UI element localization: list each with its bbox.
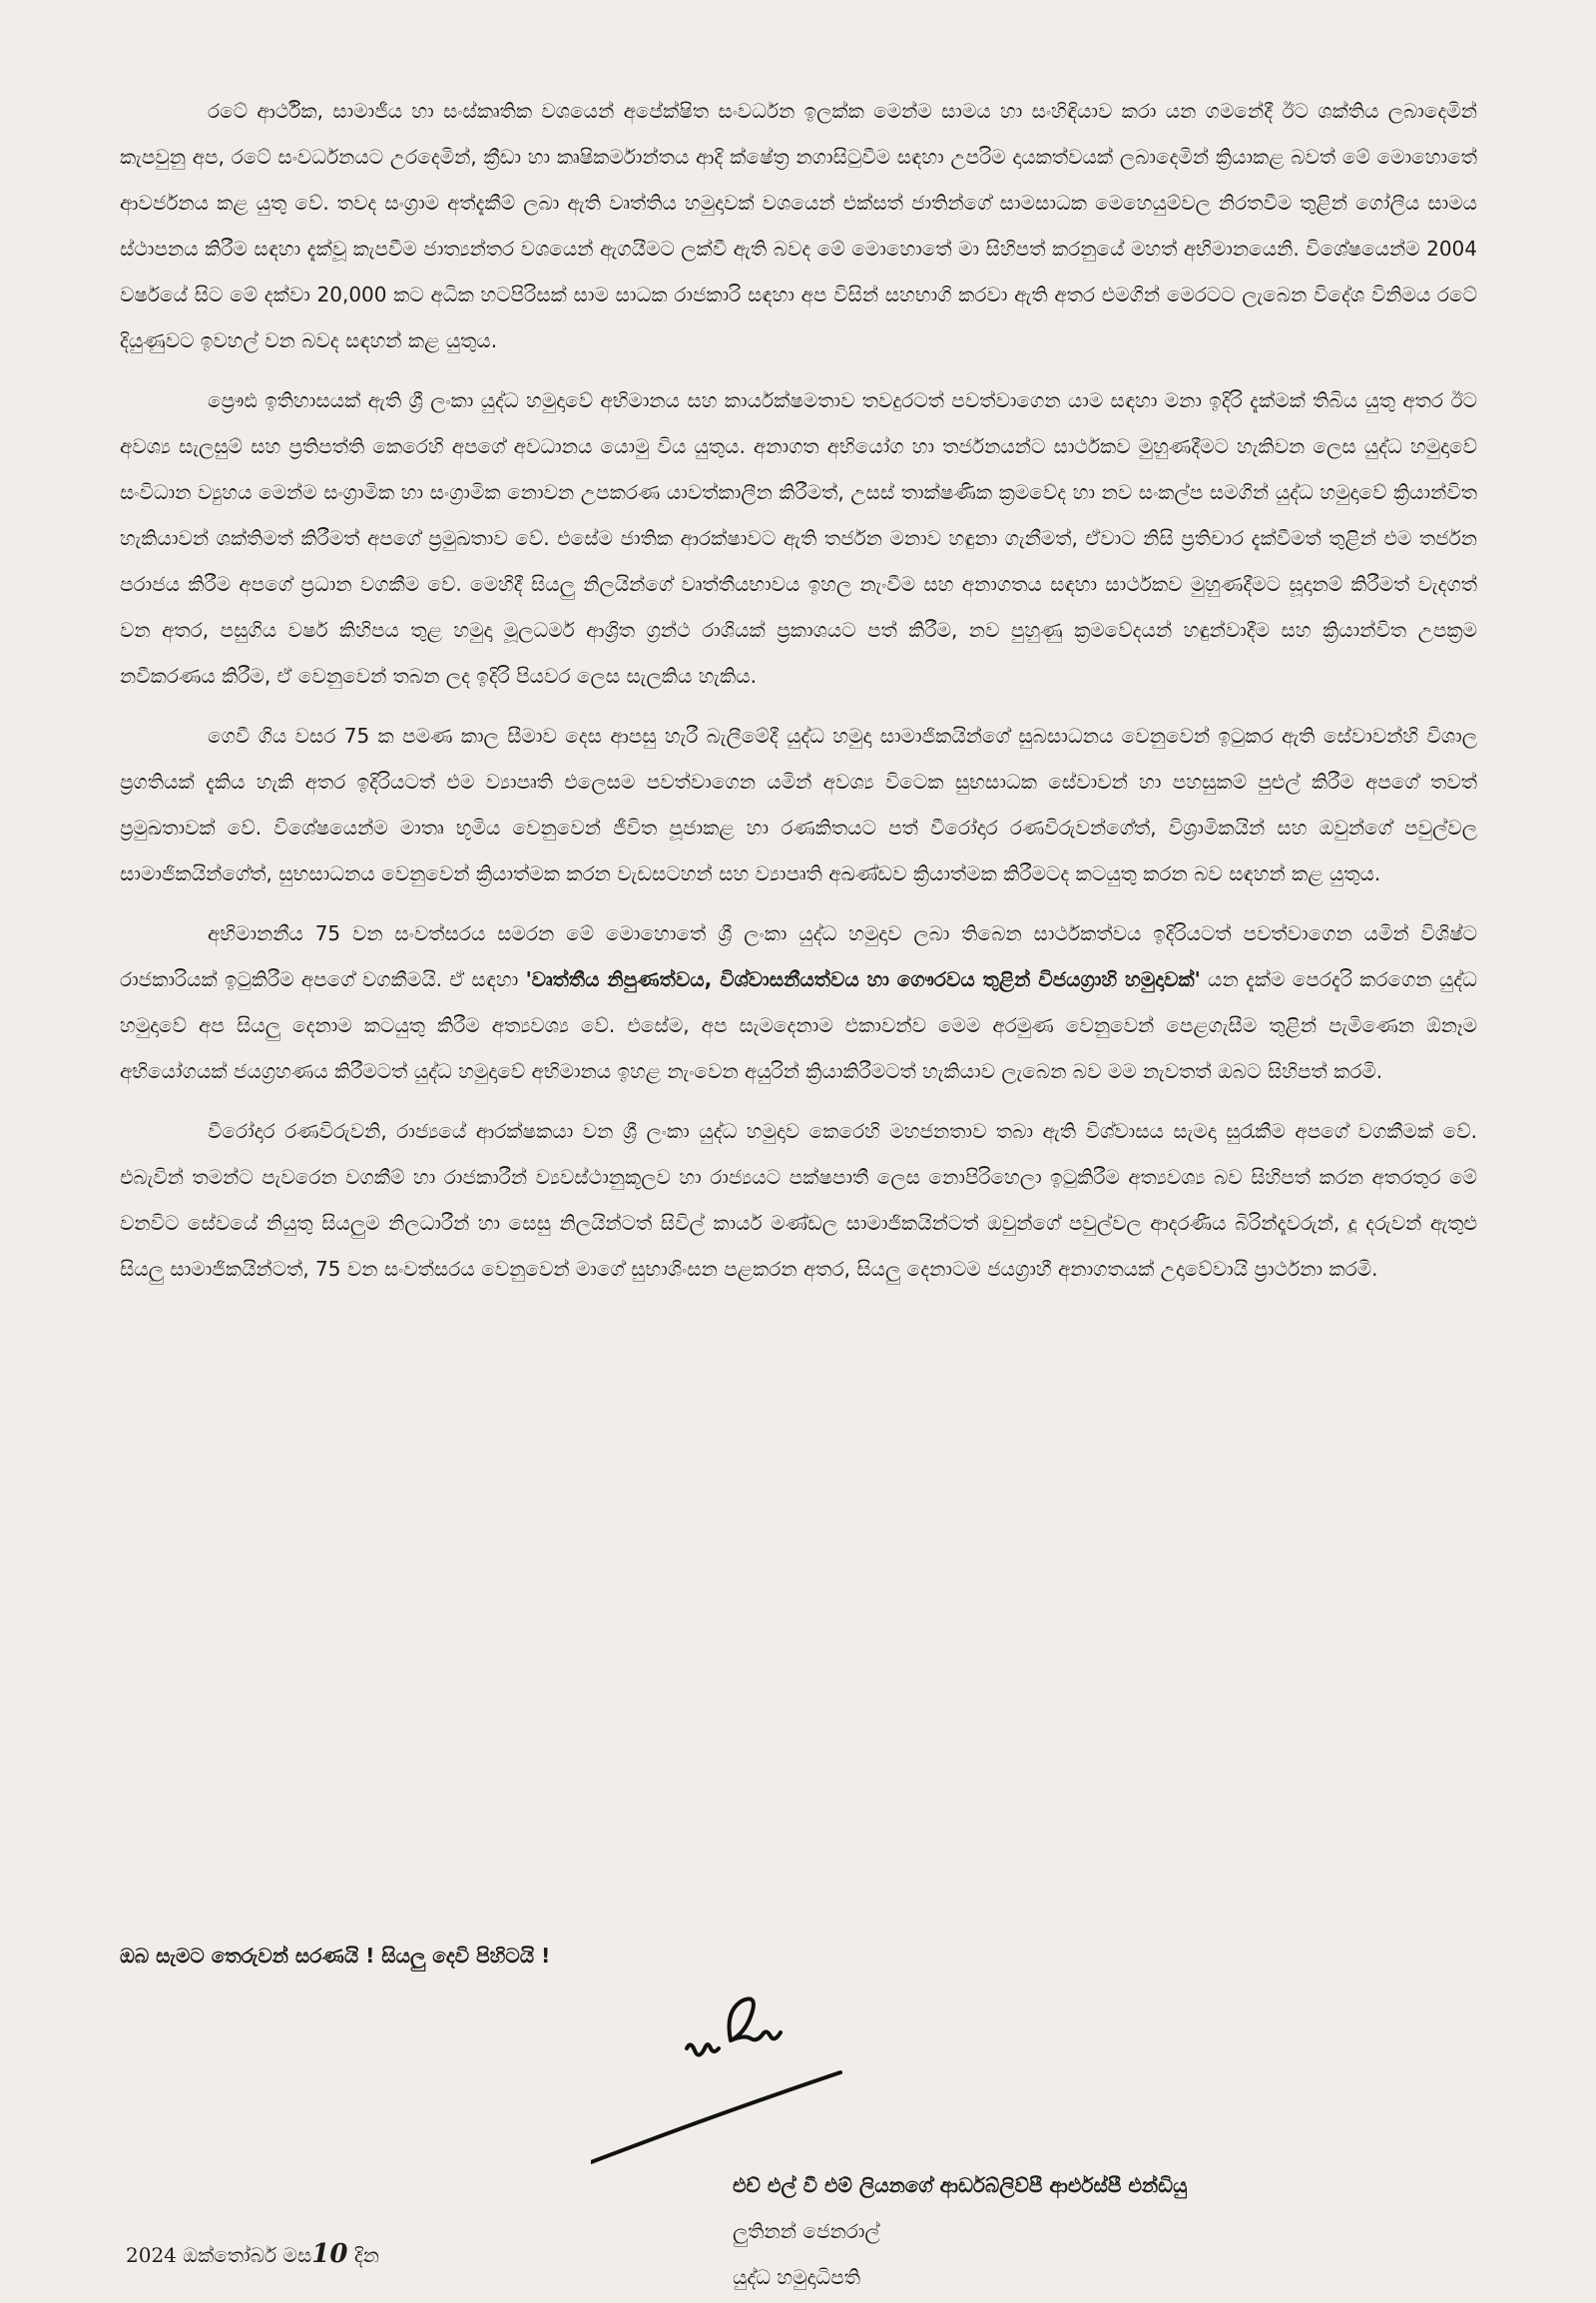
date-day: 10 [311, 2239, 348, 2269]
date-suffix: දින [353, 2243, 379, 2267]
paragraph-4-rest: යන දැක්ම පෙරදැරි කරගෙන යුද්ධ හමුදාවේ අප සියලු දෙනාම කටයුතු කිරීම අත්‍යවශ්‍ය වේ. එසේම, අප සැමදෙනාම එකාවන්ව මෙම අරමුණ වෙනුවෙන් පෙළගැසීම තුළින් පැමිණෙන ඕනෑම අභියෝගයක් ජයග්‍රහණය කිරීමටත් යුද්ධ හමුදාවේ අභිමානය ඉහළ නැංවෙන අයුරින් ක්‍රියාකිරීමටත් හැකියාව ලැබෙන බව මම නැවතත් ඔබට සිහිපත් කරමි. [120, 967, 1478, 1083]
date-prefix: 2024 ඔක්තෝබර් මස [126, 2243, 312, 2267]
signature-block [733, 2162, 1491, 2300]
signatory-rank: ලුතිනන් ජෙනරාල් [733, 2219, 880, 2243]
handwritten-signature [591, 1987, 890, 2166]
paragraph-3: ගෙවී ගිය වසර 75 ක පමණ කාල සීමාව දෙස ආපසු හැරී බැලීමේදී යුද්ධ හමුදා සාමාජිකයින්ගේ සුබසාධනය වෙනුවෙන් ඉටුකර ඇති සේවාවන්හි විශාල ප්‍රගතියක් දැකිය හැකි අතර ඉදිරියටත් එම ව්‍යාපෘති එලෙසම පවත්වාගෙන යමින් අවශ්‍ය විටෙක සුභසාධක සේවාවන් හා පහසුකම් පුළුල් කිරීම අපගේ තවත් ප්‍රමුඛතාවක් වේ. විශේෂයෙන්ම මාතෘ භූමිය වෙනුවෙන් ජීවිත පූජාකළ හා රණකිතයට පත් වීරෝදාර රණවිරුවන්ගේත්, විශ්‍රාමිකයින් සහ ඔවුන්ගේ පවුල්වල සාමාජිකයින්ගේත්, සුභසාධනය වෙනුවෙන් ක්‍රියාත්මක කරන වැඩසටහන් සහ ව්‍යාපෘති අඛණ්ඩව ක්‍රියාත්මක කිරීමටද කටයුතු කරන බව සඳහන් කළ යුතුය. [120, 724, 1477, 885]
signatory-name: එච් එල් වී එම් ලියනගේ ආර්ඩබ්ලිව්පී ආර්එස්පී එන්ඩියු [733, 2173, 1188, 2197]
signatory-title: යුද්ධ හමුදාධිපති [733, 2265, 861, 2289]
paragraph-4-lead: අභිමානනීය 75 වන සංවත්සරය සමරන මේ මොහොතේ ශ්‍රී ලංකා යුද්ධ හමුදාව ලබා තිබෙන සාර්ථකත්වය ඉදිරියටත් පවත්වාගෙන යමින් විශිෂ්ට රාජකාරියක් ඉටුකිරීම අපගේ වගකීමයි. ඒ සඳහා [120, 921, 1477, 991]
blessing-line: ඔබ සැමට තෙරුවන් සරණයි ! සියලු දෙවි පිහිටයි ! [120, 1944, 551, 1968]
letter-body [120, 88, 1477, 1306]
paragraph-2: ප්‍රෞඪ ඉතිහාසයක් ඇති ශ්‍රී ලංකා යුද්ධ හමුදාවේ අභිමානය සහ කාර්යක්ෂමතාව තවදුරටත් පවත්වාගෙන යාම සඳහා මනා ඉදිරි දැක්මක් තිබිය යුතු අතර ඊට අවශ්‍ය සැලසුම් සහ ප්‍රතිපත්ති කෙරෙහි අපගේ අවධානය යොමු විය යුතුය. අනාගත අභියෝග හා තර්ජනයන්ට සාර්ථකව මුහුණදීමට හැකිවන ලෙස යුද්ධ හමුදාවේ සංවිධාන ව්‍යුහය මෙන්ම සංග්‍රාමික හා සංග්‍රාමික නොවන උපකරණ යාවත්කාලීන කිරීමත්, උසස් තාක්ෂණික ක්‍රමවේද හා නව සංකල්ප සමගින් යුද්ධ හමුදාවේ ක්‍රියාන්විත හැකියාවන් ශක්තිමත් කිරීමත් අපගේ ප්‍රමුඛතාව වේ. එසේම ජාතික ආරක්ෂාවට ඇති තර්ජන මනාව හඳුනා ගැනීමත්, ඒවාට නිසි ප්‍රතිචාර දැක්වීමත් තුළින් එම තර්ජන පරාජය කිරීම අපගේ ප්‍රධාන වගකීම වේ. මෙහිදී සියලු නිලයින්ගේ වෘත්තීයභාවය ඉහල නැංවීම සහ අනාගතය සඳහා සාර්ථකව මුහුණදීමට සූදානම් කිරීමත් වැදගත් වන අතර, පසුගිය වර්ෂ කිහිපය තුළ හමුදා මූලධර්ම ආශ්‍රිත ග්‍රන්ථ රාශියක් ප්‍රකාශයට පත් කිරීම, නව පුහුණු ක්‍රමවේදයන් හඳුන්වාදීම සහ ක්‍රියාන්විත උපක්‍රම නවීකරණය කිරීම, ඒ වෙනුවෙන් තබන ලද ඉදිරි පියවර ලෙස සැලකිය හැකිය. [120, 388, 1477, 688]
paragraph-1: රටේ ආර්ථික, සාමාජීය හා සංස්කෘතික වශයෙන් අපේක්ෂිත සංවර්ධන ඉලක්ක මෙන්ම සාමය හා සංහිඳියාව කරා යන ගමනේදී ඊට ශක්තිය ලබාදෙමින් කැපවුනු අප, රටේ සංවර්ධනයට උරදෙමින්, ක්‍රීඩා හා කෘෂිකර්මාන්තය ආදි ක්ෂේත්‍ර නගාසිටුවීම සඳහා උපරිම දායකත්වයක් ලබාදෙමින් ක්‍රියාකළ බවත් මේ මොහොතේ ආවර්ජනය කළ යුතු වේ. තවද සංග්‍රාම අත්දැකීම් ලබා ඇති වෘත්තිය හමුදාවක් වශයෙන් එක්සත් ජාතින්ගේ සාමසාධක මෙහෙයුම්වල නිරතවීම තුළින් ගෝලීය සාමය ස්ථාපනය කිරීම සඳහා දැක්වූ කැපවීම ජාත්‍යන්තර වශයෙන් ඇගයීමට ලක්වී ඇති බවද මේ මොහොතේ මා සිහිපත් කරනුයේ මහත් අභිමානයෙනි. විශේෂයෙන්ම 2004 වර්ෂයේ සිට මේ දක්වා 20,000 කට අධික හටපිරිසක් සාම සාධක රාජකාරි සඳහා අප විසින් සහභාගි කරවා ඇති අතර එමගින් මෙරටට ලැබෙන විදේශ විනිමය රටේ දියුණුවට ඉවහල් වන බවද සඳහන් කළ යුතුය. [120, 99, 1477, 352]
letter-date [126, 2231, 379, 2278]
paragraph-4 [120, 910, 1477, 1094]
army-vision-emphasis: 'වෘත්තීය නිපුණත්වය, විශ්වාසනීයත්වය හා ගෞරවය තුළින් විජයග්‍රාහි හමුදාවක්' [525, 967, 1201, 991]
paragraph-5: වීරෝදාර රණවිරුවනි, රාජ්‍යයේ ආරක්ෂකයා වන ශ්‍රී ලංකා යුද්ධ හමුදාව කෙරෙහි මහජනතාව තබා ඇති විශ්වාසය සැමදා සුරැකීම අපගේ වගකීමක් වේ. එබැවින් තමන්ට පැවරෙන වගකීම් හා රාජකාරීන් ව්‍යවස්ථානුකූලව හා රාජ්‍යයට පක්ෂපාතී ලෙස නොපිරිහෙලා ඉටුකිරීම අත්‍යවශ්‍ය බව සිහිපත් කරන අතරතුර මේ වනවිට සේවයේ නියුතු සියලුම නිලධාරීන් හා සෙසු නිලයින්ටත් සිවිල් කාර්ය මණ්ඩල සාමාජිකයින්ටත් ඔවුන්ගේ පවුල්වල ආදරණීය බිරින්දෑවරුන්, දූ දරුවන් ඇතුළු සියලු සාමාජිකයින්ටත්, 75 වන සංවත්සරය වෙනුවෙන් මාගේ සුභාශිංසන පළකරන අතර, සියලු දෙනාටම ජයග්‍රාහී අනාගතයක් උදාවේවායි ප්‍රාර්ථනා කරමි. [120, 1119, 1477, 1281]
